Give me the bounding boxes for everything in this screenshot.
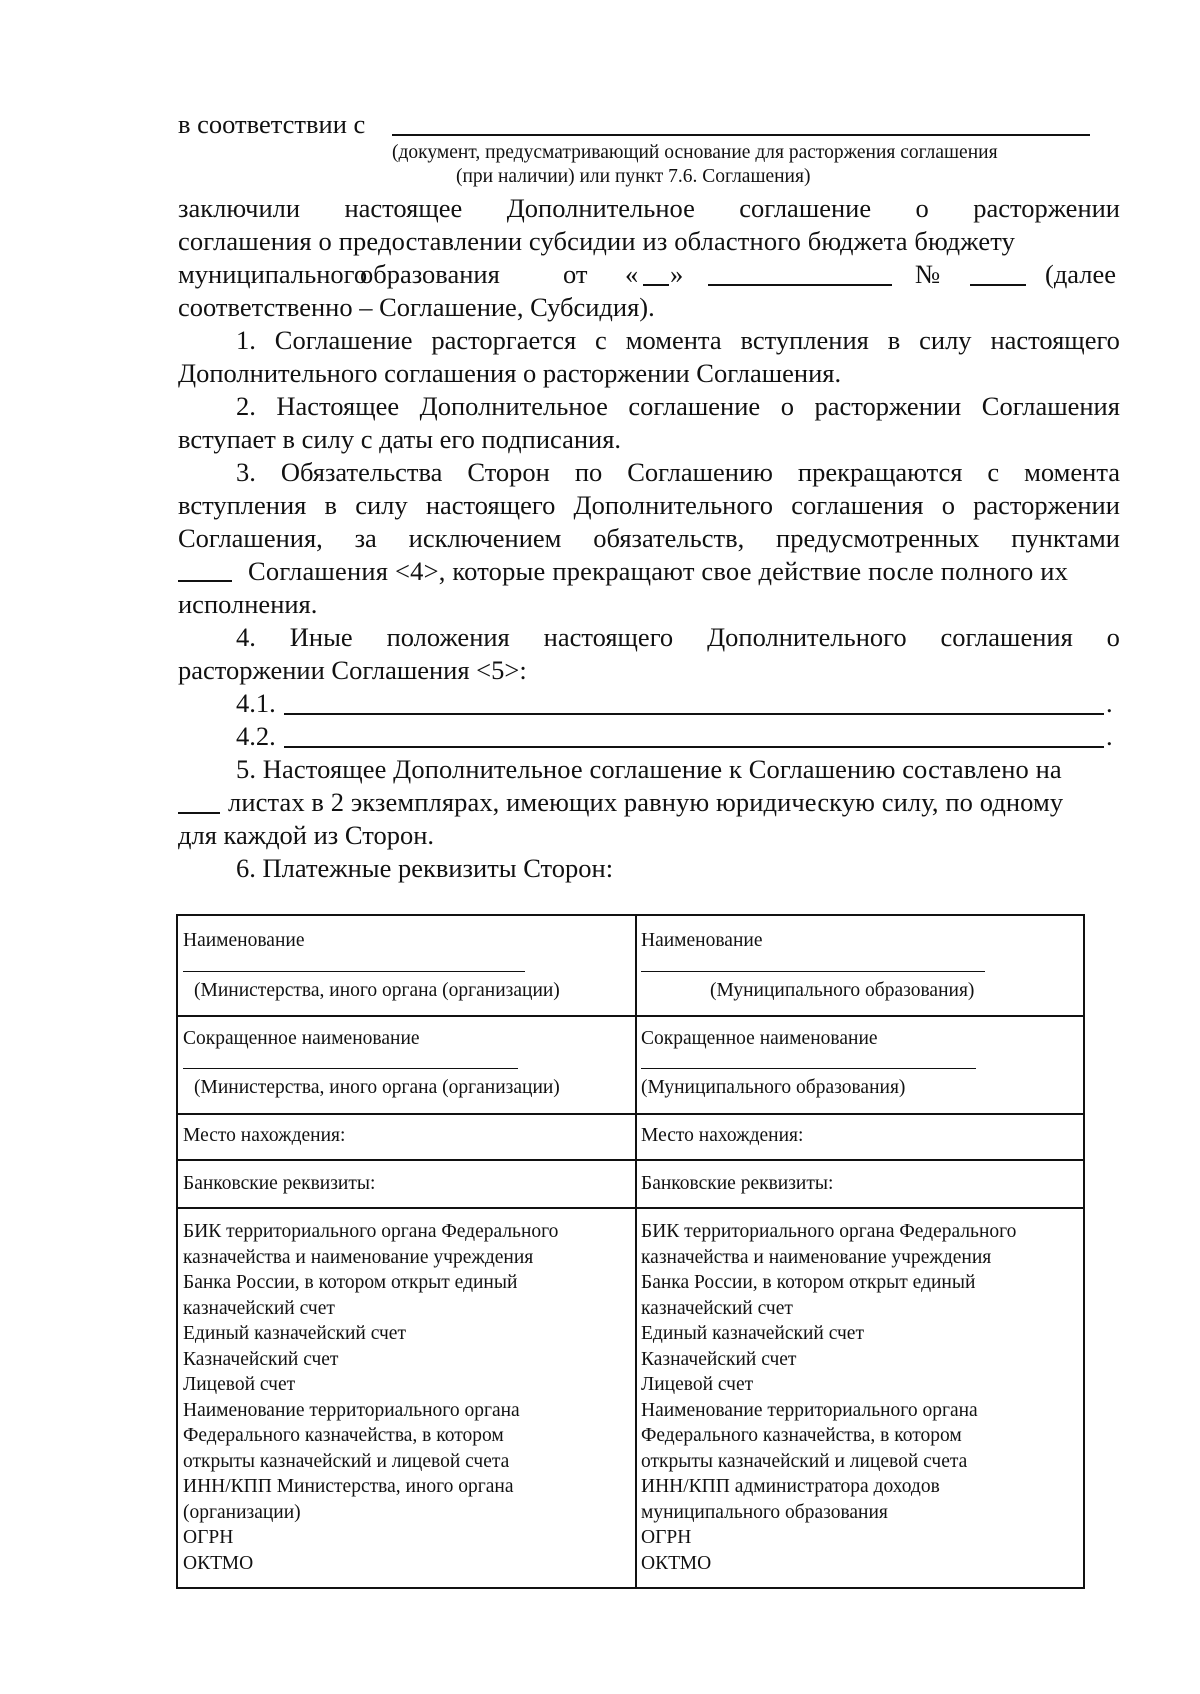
- word: Сторон: [467, 457, 550, 487]
- word: Иные: [289, 622, 353, 652]
- detail-line: (организации): [183, 1501, 301, 1523]
- row-divider: [178, 1207, 1083, 1209]
- clause3-line3: [178, 522, 1120, 555]
- clause2-line1: [236, 390, 1120, 423]
- word: настоящего: [425, 490, 556, 520]
- detail-line: Банка России, в котором открыт единый: [641, 1272, 976, 1293]
- clause3-line5: исполнения.: [178, 589, 318, 619]
- word: пунктами: [1011, 523, 1120, 553]
- payment-details-table: [176, 914, 1085, 1589]
- left-short-name-label: Сокращенное наименование: [183, 1028, 420, 1049]
- sub-clause-4-1-label: 4.1.: [236, 688, 276, 718]
- right-name-note: (Муниципального образования): [710, 980, 975, 1001]
- word: предусмотренных: [776, 523, 980, 553]
- word: Соглашение: [274, 325, 413, 355]
- detail-line: казначейства и наименование учреждения: [183, 1246, 534, 1268]
- word: о: [780, 391, 794, 421]
- word: 4.: [236, 622, 256, 652]
- sub-clause-4-2-blank: [284, 746, 1104, 748]
- sub-clause-4-1-period: .: [1106, 688, 1113, 718]
- detail-line: Наименование территориального органа: [183, 1399, 520, 1421]
- word: Обязательства: [280, 457, 443, 487]
- detail-line: муниципального образования: [641, 1501, 888, 1523]
- word: по: [574, 457, 603, 487]
- right-name-label: Наименование: [641, 930, 763, 951]
- word: расторжении: [973, 490, 1120, 520]
- sheet-count-blank: [178, 812, 220, 814]
- word: о: [941, 490, 955, 520]
- detail-line: казначейский счет: [641, 1297, 793, 1319]
- word: Настоящее: [276, 391, 400, 421]
- word: Дополнительного: [573, 490, 774, 520]
- word: вступления: [178, 490, 307, 520]
- detail-line: Наименование территориального органа: [641, 1399, 978, 1421]
- intro-line4: соответственно – Соглашение, Субсидия).: [178, 292, 655, 322]
- left-bank-label: Банковские реквизиты:: [183, 1173, 376, 1194]
- intro-line3-part1: муниципального: [178, 259, 368, 289]
- left-name-blank: [183, 971, 525, 972]
- detail-line: казначейский счет: [183, 1297, 335, 1319]
- detail-line: Казначейский счет: [183, 1348, 339, 1370]
- word: Дополнительное: [419, 391, 608, 421]
- sub-clause-4-2-label: 4.2.: [236, 721, 276, 751]
- clause5-line1: 5. Настоящее Дополнительное соглашение к Соглашению составлено на: [236, 754, 1062, 784]
- date-month-blank: [708, 284, 892, 286]
- word: настоящего: [543, 622, 674, 652]
- row-divider: [178, 1113, 1083, 1115]
- word: силу: [355, 490, 408, 520]
- word: за: [354, 523, 377, 553]
- detail-line: Банка России, в котором открыт единый: [183, 1272, 518, 1293]
- right-short-name-blank: [641, 1068, 976, 1069]
- word: 3.: [236, 457, 256, 487]
- detail-line: ОГРН: [183, 1527, 234, 1548]
- word: обязательств,: [593, 523, 745, 553]
- clause3-line1: [236, 456, 1120, 489]
- detail-line: Федерального казначейства, в котором: [183, 1425, 504, 1446]
- word: с: [987, 457, 1000, 487]
- word: Дополнительного: [707, 622, 907, 652]
- word: силу: [919, 325, 972, 355]
- clause4-line1: [236, 621, 1120, 654]
- right-short-name-note: (Муниципального образования): [641, 1077, 906, 1098]
- detail-line: Федерального казначейства, в котором: [641, 1425, 962, 1446]
- basis-note-line2: (при наличии) или пункт 7.6. Соглашения): [456, 166, 811, 187]
- clause6-heading: 6. Платежные реквизиты Сторон:: [236, 853, 614, 883]
- word: Соглашения,: [178, 523, 323, 553]
- word: соглашения: [940, 622, 1073, 652]
- detail-line: Казначейский счет: [641, 1348, 797, 1370]
- detail-line: казначейства и наименование учреждения: [641, 1246, 992, 1268]
- clause3-line2: [178, 489, 1120, 522]
- row-divider: [178, 1159, 1083, 1161]
- word: Соглашению: [627, 457, 773, 487]
- word: соглашение: [739, 193, 872, 223]
- clause1-line1: [236, 324, 1120, 357]
- word: о: [1106, 622, 1120, 652]
- right-name-blank: [641, 971, 985, 972]
- word: Дополнительное: [506, 193, 695, 223]
- right-details-list: [641, 1219, 1016, 1576]
- word: соглашения: [791, 490, 924, 520]
- detail-line: Лицевой счет: [183, 1374, 296, 1395]
- word: о: [915, 193, 929, 223]
- intro-line2: соглашения о предоставлении субсидии из областного бюджета бюджету: [178, 226, 1016, 256]
- clause2-line2: вступает в силу с даты его подписания.: [178, 424, 622, 454]
- row-divider: [178, 1015, 1083, 1017]
- left-short-name-blank: [183, 1068, 518, 1069]
- detail-line: БИК территориального органа Федерального: [183, 1221, 559, 1242]
- detail-line: ИНН/КПП Министерства, иного органа: [183, 1476, 514, 1497]
- basis-document-blank: [392, 134, 1090, 136]
- agreement-number-blank: [970, 284, 1026, 286]
- sub-clause-4-2-period: .: [1106, 721, 1113, 751]
- right-location-label: Место нахождения:: [641, 1125, 804, 1146]
- detail-line: БИК территориального органа Федерального: [641, 1221, 1017, 1242]
- word: в: [887, 325, 901, 355]
- word: прекращаются: [797, 457, 963, 487]
- sub-clause-4-1-blank: [284, 713, 1104, 715]
- left-location-label: Место нахождения:: [183, 1125, 346, 1146]
- word: расторгается: [431, 325, 577, 355]
- word: заключили: [178, 193, 301, 223]
- clause5-line2: листах в 2 экземплярах, имеющих равную юридическую силу, по одному: [228, 787, 1064, 817]
- date-quote-open: «: [625, 259, 639, 289]
- word: настоящего: [990, 325, 1120, 355]
- intro-line3-part4: (далее: [1045, 259, 1117, 289]
- detail-line: открыты казначейский и лицевой счета: [183, 1450, 510, 1472]
- word: расторжении: [973, 193, 1120, 223]
- word: момента: [1024, 457, 1120, 487]
- left-name-note: (Министерства, иного органа (организации): [194, 980, 560, 1001]
- word: 2.: [236, 391, 256, 421]
- detail-line: Единый казначейский счет: [641, 1323, 864, 1344]
- word: положения: [386, 622, 510, 652]
- date-quote-close: »: [670, 259, 684, 289]
- word: соглашение: [628, 391, 761, 421]
- detail-line: ОГРН: [641, 1527, 692, 1548]
- word: в: [324, 490, 338, 520]
- clause-numbers-blank: [178, 580, 232, 582]
- detail-line: ОКТМО: [641, 1552, 712, 1574]
- intro-line1: [178, 192, 1120, 225]
- left-short-name-note: (Министерства, иного органа (организации): [194, 1077, 560, 1098]
- left-name-label: Наименование: [183, 930, 305, 951]
- detail-line: открыты казначейский и лицевой счета: [641, 1450, 968, 1472]
- word: Соглашения: [981, 391, 1120, 421]
- left-details-list: [183, 1219, 558, 1576]
- word: расторжении: [814, 391, 962, 421]
- lead-text: в соответствии с: [178, 109, 366, 139]
- detail-line: Единый казначейский счет: [183, 1323, 406, 1344]
- intro-line3-part3: от: [563, 259, 588, 289]
- clause4-line2: расторжении Соглашения <5>:: [178, 655, 527, 685]
- detail-line: ИНН/КПП администратора доходов: [641, 1476, 940, 1497]
- detail-line: ОКТМО: [183, 1552, 254, 1574]
- word: 1.: [236, 325, 256, 355]
- number-sign: №: [915, 259, 941, 289]
- detail-line: Лицевой счет: [641, 1374, 754, 1395]
- clause5-line3: для каждой из Сторон.: [178, 820, 434, 850]
- word: с: [595, 325, 607, 355]
- intro-line3-part2: образования: [360, 259, 500, 289]
- basis-note-line1: (документ, предусматривающий основание для расторжения соглашения: [392, 142, 998, 163]
- right-bank-label: Банковские реквизиты:: [641, 1173, 834, 1194]
- word: настоящее: [344, 193, 463, 223]
- word: вступления: [740, 325, 869, 355]
- word: исключением: [408, 523, 562, 553]
- clause3-line4: Соглашения <4>, которые прекращают свое действие после полного их: [248, 556, 1069, 586]
- clause1-line2: Дополнительного соглашения о расторжении Соглашения.: [178, 358, 842, 388]
- date-day-blank: [643, 284, 669, 286]
- right-short-name-label: Сокращенное наименование: [641, 1028, 878, 1049]
- word: момента: [625, 325, 722, 355]
